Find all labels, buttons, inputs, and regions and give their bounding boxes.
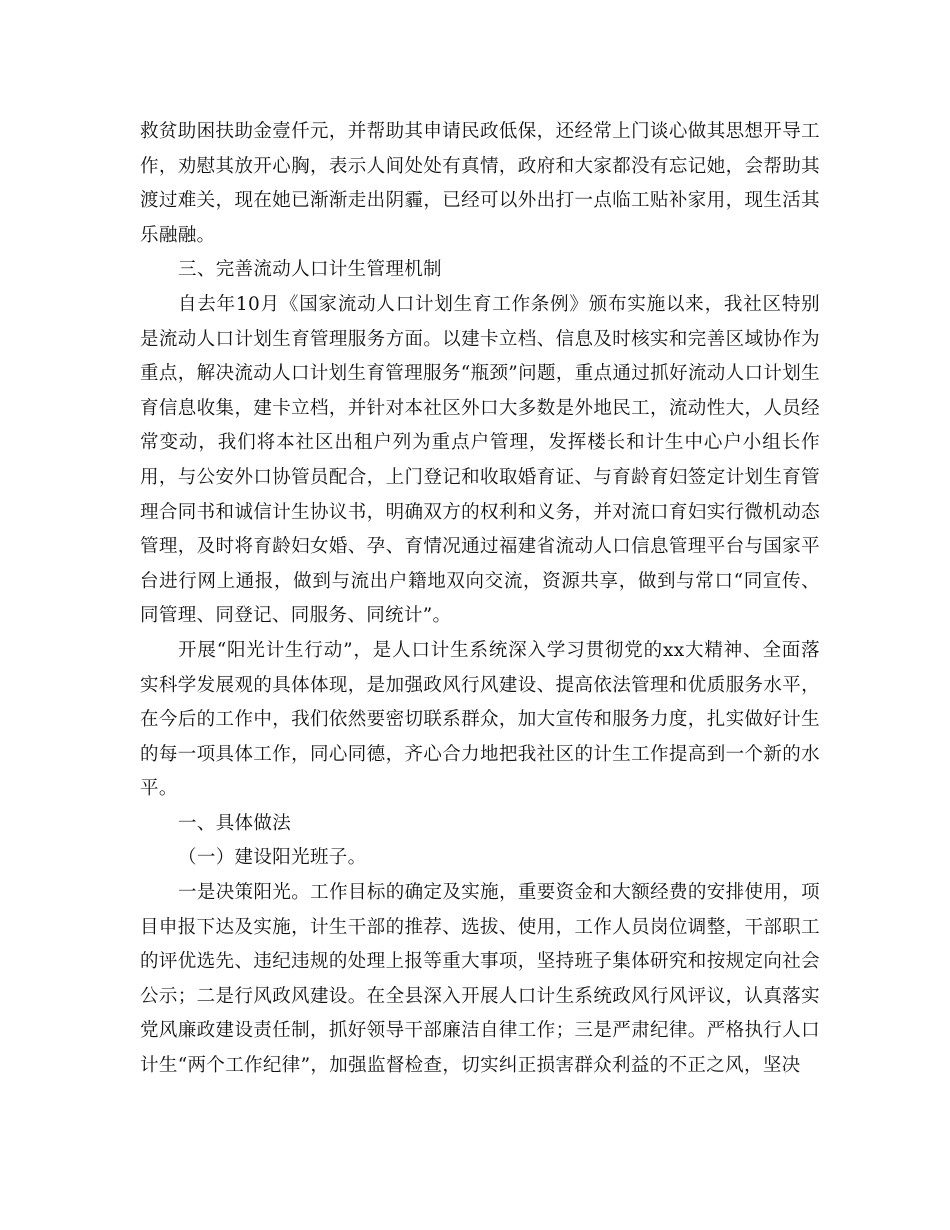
paragraph-continuation: 救贫助困扶助金壹仟元，并帮助其申请民政低保，还经常上门谈心做其思想开导工作，劝慰其放开心胸，表示人间处处有真情，政府和大家都没有忘记她，会帮助其渡过难关，现在她已渐渐走出阴霾，已经可以外出打一点临工贴补家用，现生活其乐融融。	[140, 121, 820, 246]
paragraph-decision-sunshine: 一是决策阳光。工作目标的确定及实施，重要资金和大额经费的安排使用，项目申报下达及实施，计生干部的推荐、选拔、使用，工作人员岗位调整，干部职工的评优选先、违纪违规的处理上报等重大事项，坚持班子集体研究和按规定向社会公示；二是行风政风建设。在全县深入开展人口计生系统政风行风评议，认真落实党风廉政建设责任制，抓好领导干部廉洁自律工作；三是严肃纪律。严格执行人口计生“两个工作纪律”，加强监督检查，切实纠正损害群众利益的不正之风，坚决	[140, 882, 820, 1077]
section-heading-one: 一、具体做法	[178, 812, 292, 834]
subsection-heading-one: （一）建设阳光班子。	[178, 847, 367, 869]
document-body	[140, 115, 820, 1084]
paragraph-sunshine-action: 开展“阳光计生行动”，是人口计生系统深入学习贯彻党的xx大精神、全面落实科学发展观的具体体现，是加强政风行风建设、提高依法管理和优质服务水平，在今后的工作中，我们依然要密切联系群众，加大宣传和服务力度，扎实做好计生的每一项具体工作，同心同德，齐心合力地把我社区的计生工作提高到一个新的水平。	[140, 639, 820, 800]
paragraph-floating-population: 自去年10月《国家流动人口计划生育工作条例》颁布实施以来，我社区特别是流动人口计划生育管理服务方面。以建卡立档、信息及时核实和完善区域协作为重点，解决流动人口计划生育管理服务“瓶颈”问题，重点通过抓好流动人口计划生育信息收集，建卡立档，并针对本社区外口大多数是外地民工，流动性大，人员经常变动，我们将本社区出租户列为重点户管理，发挥楼长和计生中心户小组长作用，与公安外口协管员配合，上门登记和收取婚育证、与育龄育妇签定计划生育管理合同书和诚信计生协议书，明确双方的权利和义务，并对流口育妇实行微机动态管理，及时将育龄妇女婚、孕、育情况通过福建省流动人口信息管理平台与国家平台进行网上通报，做到与流出户籍地双向交流，资源共享，做到与常口“同宣传、同管理、同登记、同服务、同统计”。	[140, 293, 820, 627]
section-heading-three: 三、完善流动人口计生管理机制	[178, 259, 442, 281]
